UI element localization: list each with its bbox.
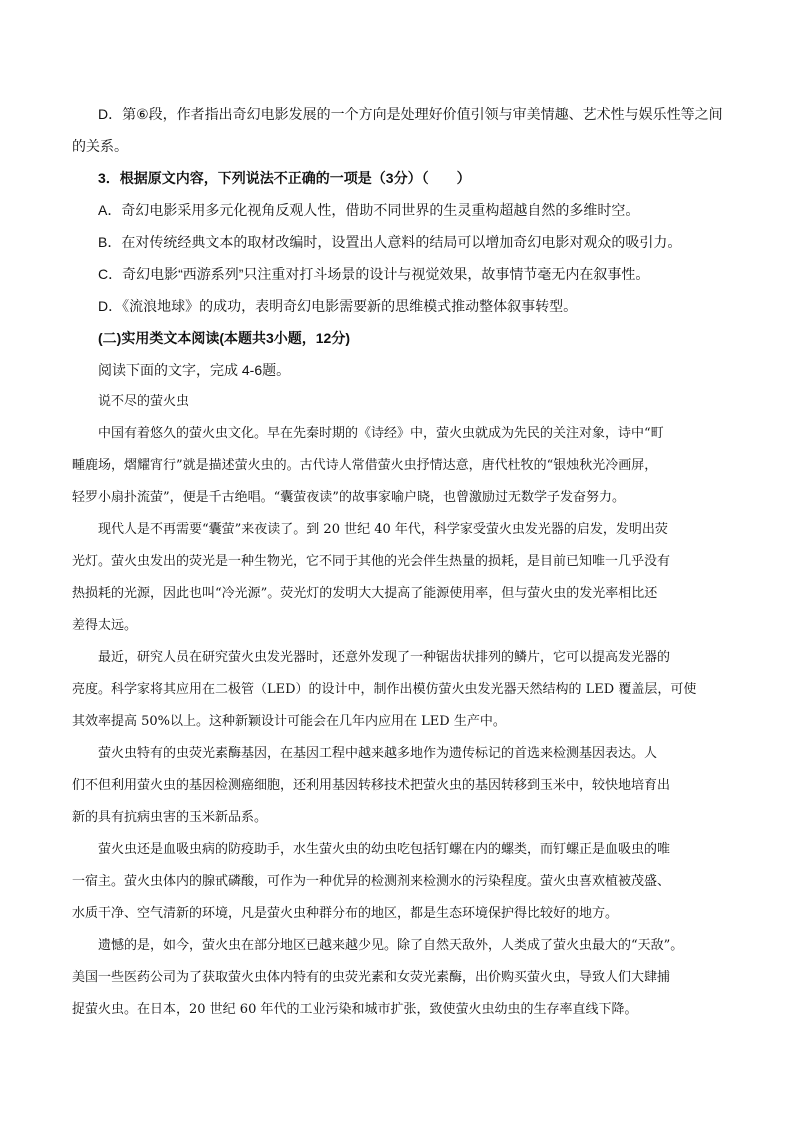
section-2-header (72, 322, 724, 386)
paragraph-line: 们不但利用萤火虫的基因检测癌细胞，还利用基因转移技术把萤火虫的基因转移到玉米中，较快地培育出 (72, 778, 671, 793)
paragraph-line: 光灯。萤火虫发出的荧光是一种生物光，它不同于其他的光会伴生热量的损耗，是目前已知唯一几乎没有 (72, 554, 671, 569)
article-title: 说不尽的萤火虫 (98, 394, 190, 409)
question-3-option-a: A．奇幻电影采用多元化视角反观人性，借助不同世界的生灵重构超越自然的多维时空。 (98, 202, 640, 218)
article-paragraph-1 (72, 418, 724, 514)
question-3-stem: 3．根据原文内容，下列说法不正确的一项是（3分）（ ） (98, 170, 471, 186)
paragraph-line: 萤火虫还是血吸虫病的防疫助手，水生萤火虫的幼虫吃包括钉螺在内的螺类，而钉螺正是血吸虫的唯 (98, 842, 671, 857)
paragraph-line: 轻罗小扇扑流萤”，便是千古绝唱。“囊萤夜读”的故事家喻户晓，也曾激励过无数学子发奋努力。 (72, 490, 625, 505)
question-3 (72, 162, 724, 322)
q2-option-d-line-2: 的关系。 (72, 138, 128, 154)
article-paragraph-5 (72, 834, 724, 930)
paragraph-line: 新的具有抗病虫害的玉米新品系。 (72, 810, 268, 825)
article-paragraph-3 (72, 642, 724, 738)
paragraph-line: 差得太远。 (72, 618, 138, 633)
paragraph-line: 现代人是不再需要“囊萤”来夜读了。到 20 世纪 40 年代，科学家受萤火虫发光器的启发，发明出荧 (98, 522, 668, 537)
q2-option-d-line-1: D．第⑥段，作者指出奇幻电影发展的一个方向是处理好价值引领与审美情趣、艺术性与娱乐性等之间 (98, 106, 723, 122)
question-3-option-b: B．在对传统经典文本的取材改编时，设置出人意料的结局可以增加奇幻电影对观众的吸引力。 (98, 234, 682, 250)
section-2-instruction: 阅读下面的文字，完成 4-6题。 (98, 362, 291, 378)
paragraph-line: 萤火虫特有的虫荧光素酶基因，在基因工程中越来越多地作为遗传标记的首选来检测基因表达。人 (98, 746, 658, 761)
article-paragraph-2 (72, 514, 724, 642)
paragraph-line: 水质干净、空气清新的环境，凡是萤火虫种群分布的地区，都是生态环境保护得比较好的地方。 (72, 906, 619, 921)
q2-option-d (72, 98, 724, 162)
question-3-option-d: D．《流浪地球》的成功，表明奇幻电影需要新的思维模式推动整体叙事转型。 (98, 298, 578, 314)
paragraph-line: 畽鹿场，熠耀宵行”就是描述萤火虫的。古代诗人常借萤火虫抒情达意，唐代杜牧的“银烛秋光冷画屏， (72, 458, 658, 473)
section-2-heading: (二)实用类文本阅读(本题共3小题，12分) (98, 330, 351, 346)
paragraph-line: 热损耗的光源，因此也叫“冷光源”。荧光灯的发明大大提高了能源使用率，但与萤火虫的发光率相比还 (72, 586, 658, 601)
paragraph-line: 遗憾的是，如今，萤火虫在部分地区已越来越少见。除了自然天敌外，人类成了萤火虫最大的“天敌”。 (98, 938, 684, 953)
paragraph-line: 亮度。科学家将其应用在二极管（LED）的设计中，制作出模仿萤火虫发光器天然结构的 LED 覆盖层，可使 (72, 682, 697, 697)
paragraph-line: 其效率提高 50%以上。这种新颖设计可能会在几年内应用在 LED 生产中。 (72, 714, 506, 729)
article-paragraph-4 (72, 738, 724, 834)
paragraph-line: 最近，研究人员在研究萤火虫发光器时，还意外发现了一种锯齿状排列的鳞片，它可以提高发光器的 (98, 650, 671, 665)
paragraph-line: 美国一些医药公司为了获取萤火虫体内特有的虫荧光素和女荧光素酶，出价购买萤火虫，导致人们大肆捕 (72, 970, 671, 985)
article (72, 386, 724, 1026)
paragraph-line: 中国有着悠久的萤火虫文化。早在先秦时期的《诗经》中，萤火虫就成为先民的关注对象，诗中“町 (98, 426, 664, 441)
article-paragraph-6 (72, 930, 724, 1026)
question-3-option-c: C．奇幻电影“西游系列”只注重对打斗场景的设计与视觉效果，故事情节毫无内在叙事性。 (98, 266, 650, 282)
paragraph-line: 一宿主。萤火虫体内的腺甙磷酸，可作为一种优异的检测剂来检测水的污染程度。萤火虫喜欢植被茂盛、 (72, 874, 671, 889)
paragraph-line: 捉萤火虫。在日本，20 世纪 60 年代的工业污染和城市扩张，致使萤火虫幼虫的生存率直线下降。 (72, 1002, 638, 1017)
